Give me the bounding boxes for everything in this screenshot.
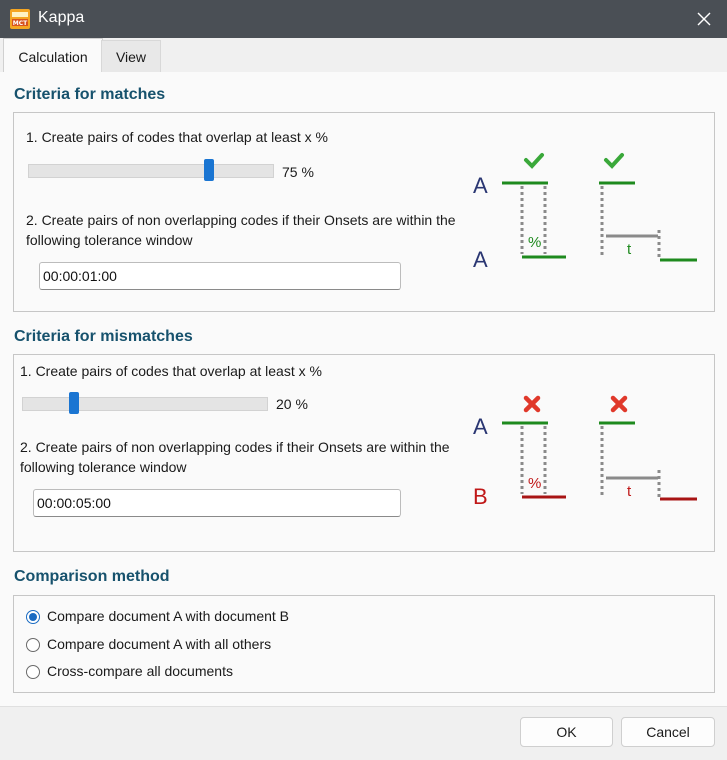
ok-button[interactable]: OK [520,717,613,747]
check-icon [526,155,542,166]
matches-diagram [468,150,704,275]
matches-overlap-value: 75 % [282,164,314,180]
matches-diagram-percent: % [528,234,542,251]
close-button[interactable] [681,0,727,38]
cross-icon [526,398,538,410]
mismatches-diagram-row-b: B [473,484,488,509]
cancel-button[interactable]: Cancel [621,717,715,747]
radio-button[interactable] [26,610,40,624]
matches-section-title: Criteria for matches [14,86,166,103]
mismatches-overlap-slider-thumb[interactable] [69,392,79,414]
matches-tolerance-input[interactable] [39,262,401,290]
matches-tolerance-label: 2. Create pairs of non overlapping codes if their Onsets are within the following tolerance window [26,212,456,248]
matches-diagram-row-b: A [473,247,488,272]
mismatches-tolerance-input[interactable] [33,489,401,517]
matches-overlap-slider-thumb[interactable] [204,159,214,181]
comparison-section-title: Comparison method [14,568,170,585]
mismatches-diagram-percent: % [528,475,542,492]
mismatches-diagram-tolerance: t [627,483,632,500]
matches-diagram-tolerance: t [627,241,632,258]
matches-overlap-slider[interactable] [28,164,274,178]
matches-overlap-label: 1. Create pairs of codes that overlap at least x % [26,129,328,145]
check-icon [606,155,622,166]
radio-button[interactable] [26,665,40,679]
radio-button[interactable] [26,638,40,652]
mismatches-tolerance-label: 2. Create pairs of non overlapping codes if their Onsets are within the following tolerance window [20,439,450,475]
mismatches-overlap-value: 20 % [276,396,308,412]
title-bar [0,0,727,38]
mismatches-section-title: Criteria for mismatches [14,328,193,345]
tab-view[interactable]: View [101,40,161,73]
matches-diagram-row-a: A [473,173,488,198]
mismatches-overlap-slider[interactable] [22,397,268,411]
mismatches-overlap-label: 1. Create pairs of codes that overlap at least x % [20,363,322,379]
close-icon [697,12,711,26]
maxqda-icon [10,9,30,29]
window-title: Kappa [38,9,85,26]
svg-text:MCT: MCT [12,20,28,27]
dialog-footer [0,706,727,760]
mismatches-diagram [468,392,704,517]
cross-icon [613,398,625,410]
tab-calculation[interactable]: Calculation [3,38,103,73]
mismatches-diagram-row-a: A [473,414,488,439]
